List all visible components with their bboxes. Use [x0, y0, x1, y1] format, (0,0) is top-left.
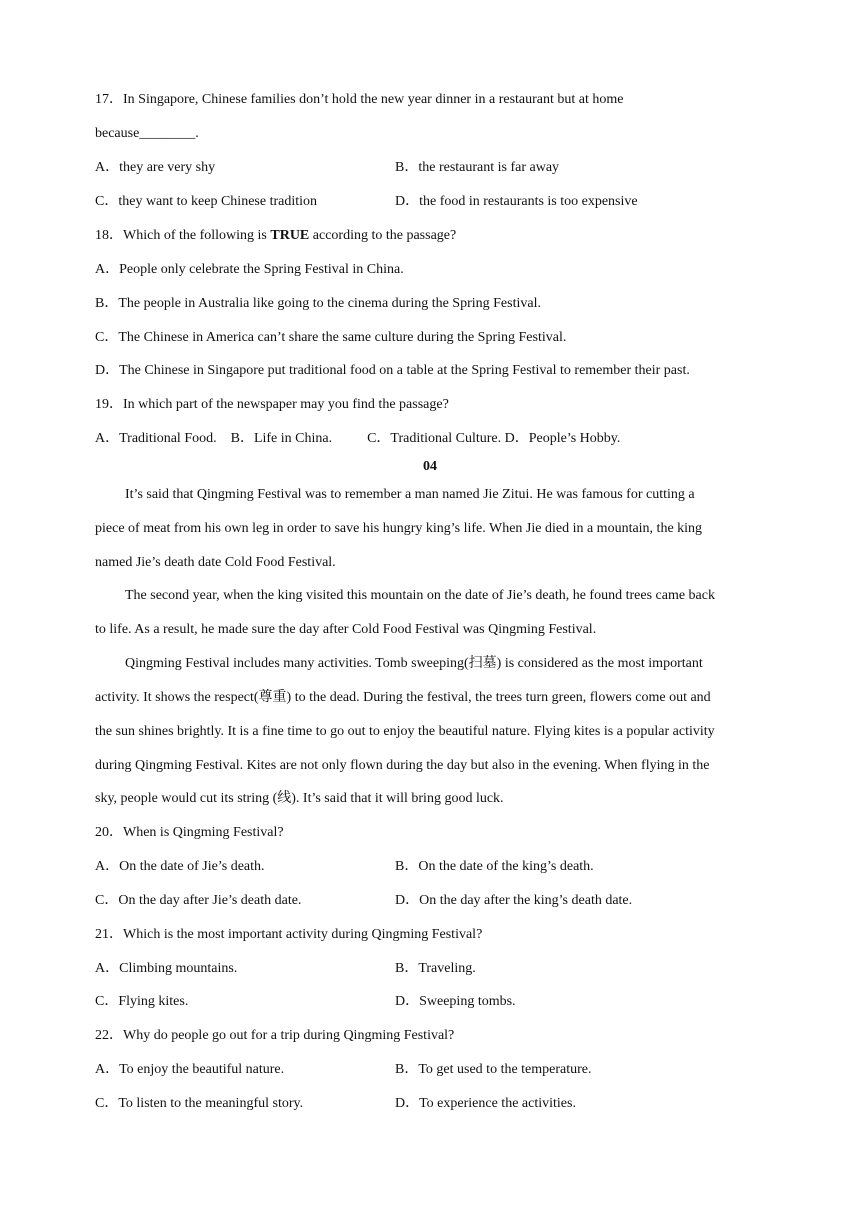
q18-option-a: A．People only celebrate the Spring Festival in China.: [95, 262, 404, 277]
q17-stem-line1: 17．In Singapore, Chinese families don’t hold the new year dinner in a restaurant but at home: [95, 92, 624, 107]
q18-stem-bold: TRUE: [270, 228, 310, 243]
passage-p3-line1: Qingming Festival includes many activities. Tomb sweeping(扫墓) is considered as the most important: [125, 656, 703, 671]
q22-option-b: B．To get used to the temperature.: [395, 1062, 592, 1077]
passage-p2-line2: to life. As a result, he made sure the day after Cold Food Festival was Qingming Festival.: [95, 622, 597, 637]
q17-option-a: A．they are very shy: [95, 160, 216, 175]
passage-p3-line3: the sun shines brightly. It is a fine time to go out to enjoy the beautiful nature. Flying kites is a popular activity: [95, 724, 715, 739]
q18-option-b: B．The people in Australia like going to the cinema during the Spring Festival.: [95, 296, 541, 311]
q22-option-d: D．To experience the activities.: [395, 1096, 576, 1111]
q18-stem-suffix: according to the passage?: [309, 228, 457, 243]
q21-option-a: A．Climbing mountains.: [95, 961, 238, 976]
q22-option-c: C．To listen to the meaningful story.: [95, 1096, 304, 1111]
q18-option-d: D．The Chinese in Singapore put traditional food on a table at the Spring Festival to remember their past.: [95, 363, 690, 378]
q17-option-c: C．they want to keep Chinese tradition: [95, 194, 318, 209]
passage-p1-line1: It’s said that Qingming Festival was to remember a man named Jie Zitui. He was famous for cutting a: [125, 487, 695, 502]
q22-stem: 22．Why do people go out for a trip during Qingming Festival?: [95, 1028, 455, 1043]
passage-p3-line4: during Qingming Festival. Kites are not only flown during the day but also in the evening. When flying in the: [95, 758, 710, 773]
q21-option-d: D．Sweeping tombs.: [395, 994, 516, 1009]
q19-options: A．Traditional Food. B．Life in China. C．Traditional Culture. D．People’s Hobby.: [95, 431, 621, 446]
q20-option-c: C．On the day after Jie’s death date.: [95, 893, 302, 908]
q18-stem-prefix: 18．Which of the following is: [95, 228, 271, 243]
q17-option-b: B．the restaurant is far away: [395, 160, 560, 175]
q17-stem-line2: because________.: [95, 126, 199, 141]
q21-stem: 21．Which is the most important activity during Qingming Festival?: [95, 927, 483, 942]
q21-option-c: C．Flying kites.: [95, 994, 189, 1009]
q22-option-a: A．To enjoy the beautiful nature.: [95, 1062, 285, 1077]
q17-option-d: D．the food in restaurants is too expensive: [395, 194, 638, 209]
passage-p3-line2: activity. It shows the respect(尊重) to the dead. During the festival, the trees turn green, flowers come out and: [95, 690, 711, 705]
q21-option-b: B．Traveling.: [395, 961, 476, 976]
passage-p1-line2: piece of meat from his own leg in order to save his hungry king’s life. When Jie died in a mountain, the king: [95, 521, 703, 536]
q18-stem: [95, 227, 456, 245]
section-label: 04: [423, 459, 437, 474]
passage-p2-line1: The second year, when the king visited this mountain on the date of Jie’s death, he found trees came back: [125, 588, 715, 603]
q18-option-c: C．The Chinese in America can’t share the same culture during the Spring Festival.: [95, 330, 567, 345]
q20-option-b: B．On the date of the king’s death.: [395, 859, 594, 874]
q20-option-a: A．On the date of Jie’s death.: [95, 859, 265, 874]
passage-p1-line3: named Jie’s death date Cold Food Festival.: [95, 555, 336, 570]
q20-option-d: D．On the day after the king’s death date.: [395, 893, 633, 908]
q20-stem: 20．When is Qingming Festival?: [95, 825, 284, 840]
q19-stem: 19．In which part of the newspaper may you find the passage?: [95, 397, 449, 412]
passage-p3-line5: sky, people would cut its string (线). It’s said that it will bring good luck.: [95, 791, 504, 806]
